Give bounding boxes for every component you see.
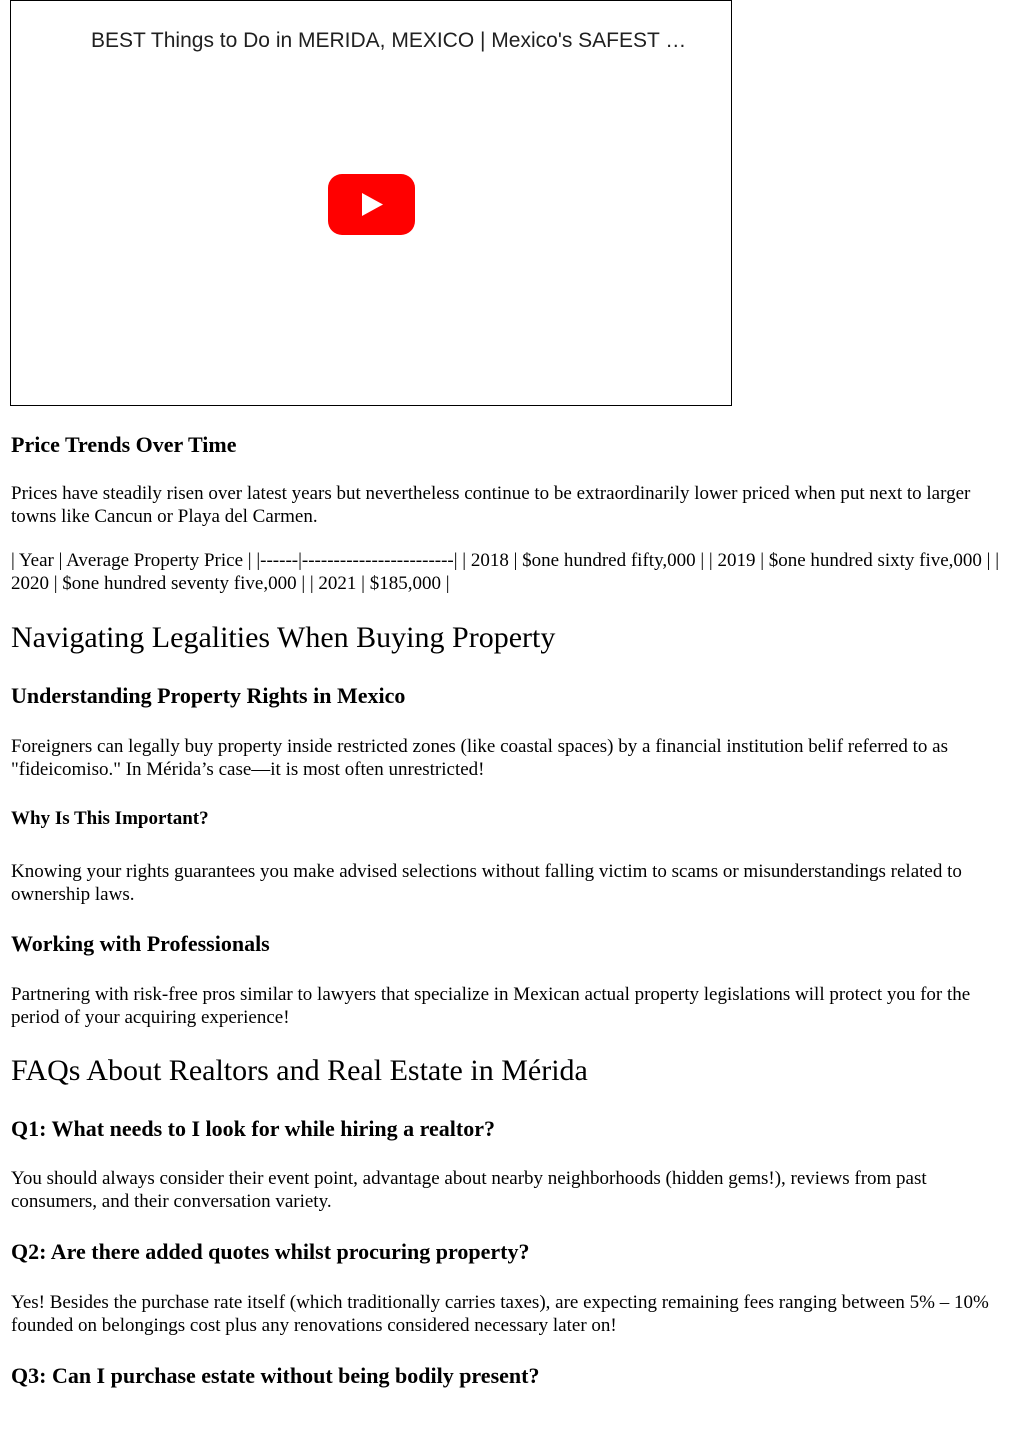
section-heading-faqs: FAQs About Realtors and Real Estate in Mérida [11,1054,588,1087]
embedded-video-player[interactable] [10,0,732,406]
why-important-paragraph: Knowing your rights guarantees you make advised selections without falling victim to scams or misunderstandings related to ownership laws. [11,861,962,905]
faq-answer-1: You should always consider their event point, advantage about nearby neighborhoods (hidden gems!), reviews from past consumers, and their conversation variety. [11,1168,927,1212]
play-icon [328,174,415,235]
subheading-why-important: Why Is This Important? [11,808,209,829]
price-trends-paragraph: Prices have steadily risen over latest years but nevertheless continue to be extraordinarily lower priced when put next to larger towns like Cancun or Playa del Carmen. [11,483,971,527]
professionals-paragraph: Partnering with risk-free pros similar to lawyers that specialize in Mexican actual property legislations will protect you for the period of your acquiring experience! [11,984,971,1028]
play-button[interactable] [328,174,415,235]
property-rights-paragraph: Foreigners can legally buy property inside restricted zones (like coastal spaces) by a financial institution belif referred to as "fideicomiso." In Mérida’s case—it is most often unrestricted! [11,736,949,780]
faq-answer-2: Yes! Besides the purchase rate itself (which traditionally carries taxes), are expecting remaining fees ranging between 5% – 10% founded on belongings cost plus any renovations considered necessary later on! [11,1292,989,1336]
faq-question-3: Q3: Can I purchase estate without being bodily present? [11,1363,540,1388]
video-title[interactable]: BEST Things to Do in MERIDA, MEXICO | Mexico's SAFEST … [91,29,687,52]
subheading-professionals: Working with Professionals [11,931,270,956]
subheading-property-rights: Understanding Property Rights in Mexico [11,683,406,708]
section-heading-legalities: Navigating Legalities When Buying Property [11,621,556,654]
faq-question-2: Q2: Are there added quotes whilst procuring property? [11,1239,530,1264]
section-heading-price-trends: Price Trends Over Time [11,432,237,457]
price-table-text: | Year | Average Property Price | |------|------------------------| | 2018 | $one hundred fifty,000 | | 2019 | $one hundred sixty five,000 | | 2020 | $one hundred seventy five,000 | | 2021 | $185,000 | [11,550,1000,594]
faq-question-1: Q1: What needs to I look for while hiring a realtor? [11,1116,495,1141]
